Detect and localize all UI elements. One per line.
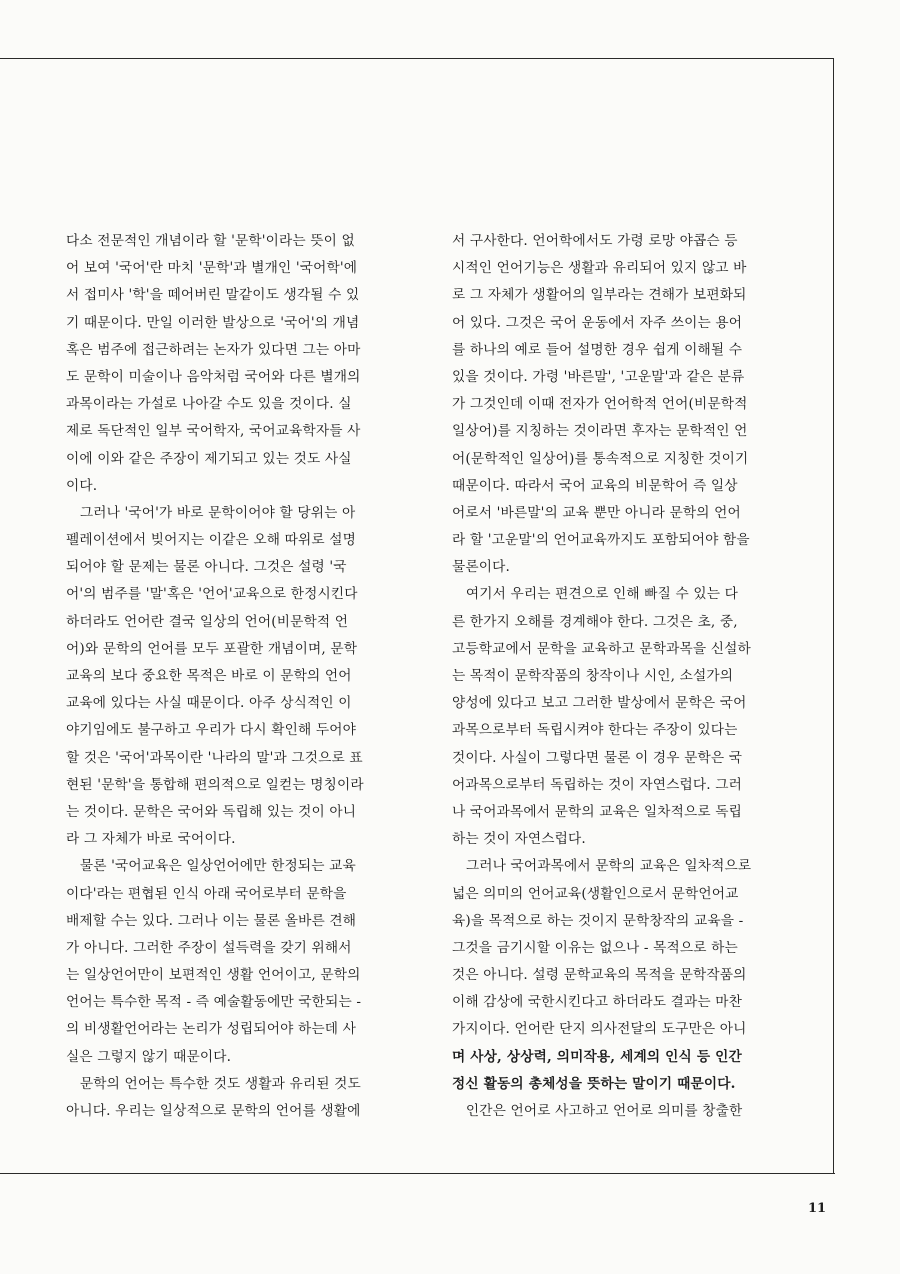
text-line: 며 사상, 상상력, 의미작용, 세계의 인식 등 인간 (452, 1048, 742, 1065)
text-line: 서 접미사 '학'을 떼어버린 말같이도 생각될 수 있 (66, 287, 360, 304)
text-line: 른 한가지 오해를 경계해야 한다. 그것은 초, 중, (452, 613, 738, 630)
text-line: 어과목으로부터 독립하는 것이 자연스럽다. 그러 (452, 776, 742, 793)
text-line: 하는 것이 자연스럽다. (452, 831, 586, 848)
page-number: 11 (808, 1201, 827, 1216)
text-line: 과목이라는 가설로 나아갈 수도 있을 것이다. 실 (66, 396, 352, 413)
text-line: 의 비생활언어라는 논리가 성립되어야 하는데 사 (66, 1021, 356, 1038)
text-line: 는 일상언어만이 보편적인 생활 언어이고, 문학의 (66, 967, 361, 984)
text-line: 때문이다. 따라서 국어 교육의 비문학어 즉 일상 (452, 477, 738, 494)
text-line: 인간은 언어로 사고하고 언어로 의미를 창출한 (452, 1103, 743, 1119)
frame-right-rule (833, 58, 834, 1174)
text-line: 로 그 자체가 생활어의 일부라는 견해가 보편화되 (452, 287, 747, 304)
text-line: 이해 감상에 국한시킨다고 하더라도 결과는 마찬 (452, 994, 742, 1011)
text-line: 육)을 목적으로 하는 것이지 문학창작의 교육을 - (452, 912, 744, 929)
text-line: 어(문학적인 일상어)를 통속적으로 지칭한 것이기 (452, 450, 749, 467)
text-line: 그러나 '국어'가 바로 문학이어야 할 당위는 아 (66, 504, 356, 521)
text-line: 나 국어과목에서 문학의 교육은 일차적으로 독립 (452, 803, 742, 820)
text-line: 그러나 국어과목에서 문학의 교육은 일차적으로 (452, 858, 752, 875)
text-line: 는 목적이 문학작품의 창작이나 시인, 소설가의 (452, 668, 734, 684)
text-line: 어'의 범주를 '말'혹은 '언어'교육으로 한정시킨다 (66, 586, 358, 603)
text-line: 교육에 있다는 사실 때문이다. 아주 상식적인 이 (66, 695, 352, 712)
text-line: 하더라도 언어란 결국 일상의 언어(비문학적 언 (66, 613, 349, 630)
text-line: 여기서 우리는 편견으로 인해 빠질 수 있는 다 (452, 586, 739, 603)
text-line: 가지이다. 언어란 단지 의사전달의 도구만은 아니 (452, 1021, 747, 1038)
text-line: 그것을 금기시할 이유는 없으나 - 목적으로 하는 (452, 939, 738, 956)
text-line: 제로 독단적인 일부 국어학자, 국어교육학자들 사 (66, 423, 361, 440)
text-line: 과목으로부터 독립시켜야 한다는 주장이 있다는 (452, 722, 738, 739)
text-line: 시적인 언어기능은 생활과 유리되어 있지 않고 바 (452, 260, 747, 277)
text-line: 이다. (66, 477, 98, 494)
text-line: 기 때문이다. 만일 이러한 발상으로 '국어'의 개념 (66, 314, 360, 331)
text-line: 이에 이와 같은 주장이 제기되고 있는 것도 사실 (66, 450, 352, 467)
text-line: 펠레이션에서 빚어지는 이같은 오해 따위로 설명 (66, 532, 356, 549)
text-line: 것이다. 사실이 그렇다면 물론 이 경우 문학은 국 (452, 749, 743, 766)
text-line: 라 그 자체가 바로 국어이다. (66, 831, 236, 848)
text-line: 서 구사한다. 언어학에서도 가령 로망 야콥슨 등 (452, 233, 738, 249)
text-line: 이다'라는 편협된 인식 아래 국어로부터 문학을 (66, 885, 347, 902)
text-line: 는 것이다. 문학은 국어와 독립해 있는 것이 아니 (66, 803, 357, 820)
text-line: 어 있다. 그것은 국어 운동에서 자주 쓰이는 용어 (452, 314, 743, 331)
text-line: 되어야 할 문제는 물론 아니다. 그것은 설령 '국 (66, 559, 347, 576)
text-line: 있을 것이다. 가령 '바른말', '고운말'과 같은 분류 (452, 368, 745, 385)
frame-top-rule (0, 58, 834, 59)
right-text-column (452, 228, 807, 1125)
text-line: 라 할 '고운말'의 언어교육까지도 포함되어야 함을 (452, 532, 750, 549)
text-line: 언어는 특수한 목적 - 즉 예술활동에만 국한되는 - (66, 994, 362, 1011)
text-line: 가 아니다. 그러한 주장이 설득력을 갖기 위해서 (66, 939, 352, 956)
text-line: 다소 전문적인 개념이라 할 '문학'이라는 뜻이 없 (66, 233, 355, 249)
text-line: 어 보여 '국어'란 마치 '문학'과 별개인 '국어학'에 (66, 260, 358, 277)
text-line: 넓은 의미의 언어교육(생활인으로서 문학언어교 (452, 885, 739, 902)
text-line: 물론 '국어교육은 일상언어에만 한정되는 교육 (66, 858, 356, 875)
text-line: 도 문학이 미술이나 음악처럼 국어와 다른 별개의 (66, 368, 361, 385)
text-line: 혹은 범주에 접근하려는 논자가 있다면 그는 아마 (66, 341, 361, 358)
text-line: 실은 그렇지 않기 때문이다. (66, 1048, 232, 1065)
text-line: 일상어)를 지칭하는 것이라면 후자는 문학적인 언 (452, 423, 748, 440)
text-line: 정신 활동의 총체성을 뜻하는 말이기 때문이다. (452, 1075, 736, 1092)
frame-bottom-rule (0, 1173, 835, 1174)
text-line: 배제할 수는 있다. 그러나 이는 물론 올바른 견해 (66, 912, 357, 929)
text-line: 고등학교에서 문학을 교육하고 문학과목을 신설하 (452, 640, 751, 657)
text-line: 문학의 언어는 특수한 것도 생활과 유리된 것도 (66, 1075, 361, 1092)
text-line: 물론이다. (452, 559, 510, 576)
text-line: 것은 아니다. 설령 문학교육의 목적을 문학작품의 (452, 967, 747, 984)
text-line: 교육의 보다 중요한 목적은 바로 이 문학의 언어 (66, 668, 352, 684)
left-text-column (66, 228, 421, 1125)
text-line: 아니다. 우리는 일상적으로 문학의 언어를 생활에 (66, 1103, 361, 1119)
text-line: 야기임에도 불구하고 우리가 다시 확인해 두어야 (66, 722, 356, 739)
text-line: 양성에 있다고 보고 그러한 발상에서 문학은 국어 (452, 695, 747, 712)
text-line: 어)와 문학의 언어를 모두 포괄한 개념이며, 문학 (66, 640, 358, 657)
text-line: 가 그것인데 이때 전자가 언어학적 언어(비문학적 (452, 396, 748, 413)
text-line: 할 것은 '국어'과목이란 '나라의 말'과 그것으로 표 (66, 749, 363, 766)
text-line: 를 하나의 예로 들어 설명한 경우 쉽게 이해될 수 (452, 341, 743, 358)
text-line: 현된 '문학'을 통합해 편의적으로 일컫는 명칭이라 (66, 776, 364, 793)
text-line: 어로서 '바른말'의 교육 뿐만 아니라 문학의 언어 (452, 504, 741, 521)
